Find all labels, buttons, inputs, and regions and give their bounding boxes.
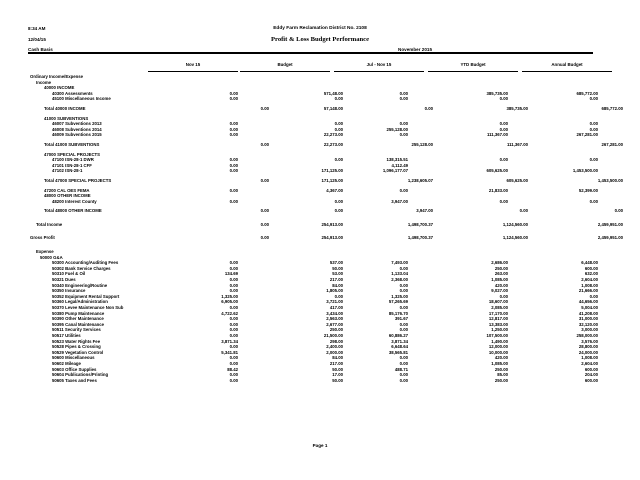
cell-2: 6,648.64 — [391, 344, 408, 350]
row-label: Total 48000 OTHER INCOME — [44, 208, 102, 214]
cell-2: 0.00 — [424, 105, 433, 111]
table-row — [28, 96, 598, 102]
cell-4: 44,656.00 — [578, 299, 598, 305]
cell-1: 217.00 — [329, 360, 343, 366]
cell-0: 0.00 — [229, 321, 238, 327]
cell-0: 88.42 — [227, 366, 238, 372]
cell-2: 2,368.00 — [391, 277, 408, 283]
cell-3: 605,625.00 — [486, 168, 508, 174]
cell-3: 1,490.00 — [491, 338, 508, 344]
cell-4: 1,453,500.00 — [572, 168, 598, 174]
cell-0: 0.00 — [229, 265, 238, 271]
report-meta — [28, 24, 53, 56]
cell-2: 255,128.00 — [386, 126, 408, 132]
cell-1: 217.00 — [329, 277, 343, 283]
cell-3: 13,383.00 — [488, 321, 508, 327]
cell-3: 12,000.00 — [488, 344, 508, 350]
cell-2: 0.00 — [399, 355, 408, 361]
cell-3: 250.00 — [494, 366, 508, 372]
cell-2: 57,265.69 — [388, 299, 408, 305]
section-expense: Expense — [36, 249, 54, 255]
cell-1: 0.00 — [334, 208, 343, 214]
cell-2: 4,112.49 — [391, 162, 408, 168]
cell-1: 0.00 — [334, 293, 343, 299]
cell-4: 1,008.00 — [581, 355, 598, 361]
cell-1: 0.00 — [334, 96, 343, 102]
row-label: 48200 Interest County — [52, 198, 97, 204]
row-label: Total 40000 INCOME — [44, 105, 86, 111]
page-number: Page 1 — [312, 443, 328, 448]
cell-1: 171,125.00 — [321, 168, 343, 174]
cell-0: 0.00 — [229, 187, 238, 193]
cell-3: 605,625.00 — [506, 177, 528, 183]
section-income: Income — [36, 79, 52, 85]
cell-0: 0.00 — [229, 360, 238, 366]
cell-3: 0.00 — [519, 208, 528, 214]
col-header-ytd-budget: YTD Budget — [428, 62, 518, 72]
cell-3: 111,367.00 — [486, 132, 508, 138]
cell-1: 254,913.00 — [321, 235, 343, 241]
cell-0: 134.69 — [224, 271, 238, 277]
cell-2: 85,176.70 — [388, 310, 408, 316]
cell-3: 0.00 — [499, 157, 508, 163]
row-label: 50321 Dues — [52, 277, 76, 283]
cell-4: 24,000.00 — [578, 349, 598, 355]
row-label: 47100 ISN-28-1 DWR — [52, 157, 94, 163]
report-period: November 2015 — [398, 47, 432, 52]
cell-2: 0.00 — [399, 321, 408, 327]
cell-0: 0.00 — [229, 277, 238, 283]
cell-4: 0.00 — [589, 121, 598, 127]
cell-1: 2,563.00 — [326, 316, 343, 322]
row-label: 47200 CAL OES FEMA — [44, 187, 90, 193]
cell-2: 1,325.00 — [391, 293, 408, 299]
cell-2: 3,871.34 — [391, 338, 408, 344]
cell-0: 0.00 — [229, 288, 238, 294]
cell-1: 537.00 — [329, 260, 343, 266]
cell-0: 0.00 — [260, 208, 269, 214]
total-row — [28, 208, 623, 214]
cell-2: 38,565.81 — [388, 349, 408, 355]
row-label: 50390 Other Maintenance — [52, 316, 104, 322]
total-row — [28, 235, 623, 241]
cell-2: 0.00 — [399, 372, 408, 378]
cell-2: 1,498,700.37 — [407, 235, 433, 241]
cell-3: 0.00 — [499, 293, 508, 299]
cell-2: 0.00 — [399, 377, 408, 383]
cell-2: 0.00 — [399, 132, 408, 138]
row-label: 48000 OTHER INCOME — [44, 193, 91, 199]
total-row — [28, 105, 623, 112]
cell-1: 0.00 — [334, 121, 343, 127]
cell-3: 1,085.00 — [491, 360, 508, 366]
total-row — [28, 221, 623, 228]
cell-4: 6,448.00 — [581, 260, 598, 266]
cell-2: 0.00 — [399, 265, 408, 271]
cell-4: 2,459,951.00 — [597, 235, 623, 241]
col-header-annual: Annual Budget — [522, 62, 612, 72]
cell-4: 28,800.00 — [578, 344, 598, 350]
cell-4: 2,604.00 — [581, 360, 598, 366]
row-label: 45100 Miscellaneous Income — [52, 96, 111, 102]
row-label: 50310 Fuel & Oil — [52, 271, 86, 277]
row-label: 47101 ISN-28-1 CFF — [52, 162, 92, 168]
cell-4: 21,666.00 — [578, 288, 598, 294]
cell-0: 0.00 — [229, 121, 238, 127]
row-label: 50602 Mileage — [52, 360, 81, 366]
cell-0: 0.00 — [260, 177, 269, 183]
cell-3: 0.00 — [499, 96, 508, 102]
row-label: 46007 Subventions 2013 — [52, 121, 102, 127]
cell-4: 0.00 — [614, 208, 623, 214]
cell-0: 0.00 — [229, 305, 238, 310]
cell-3: 1,250.00 — [491, 327, 508, 333]
row-label: Total 47000 SPECIAL PROJECTS — [44, 177, 112, 183]
cell-1: 0.00 — [334, 157, 343, 163]
cell-4: 600.00 — [584, 366, 598, 372]
cell-4: 258,000.00 — [576, 332, 598, 338]
cell-4: 2,604.00 — [581, 277, 598, 283]
cell-3: 111,367.00 — [506, 141, 528, 147]
cell-1: 84.00 — [332, 355, 343, 361]
row-label: 47000 SPECIAL PROJECTS — [44, 151, 101, 157]
cell-0: 0.00 — [229, 162, 238, 168]
row-label: Total Income — [36, 221, 63, 227]
cell-2: 255,128.00 — [411, 141, 433, 147]
row-label: 50511 Security Services — [52, 327, 101, 333]
cell-1: 0.00 — [334, 126, 343, 132]
cell-4: 0.00 — [589, 198, 598, 204]
cell-3: 250.00 — [494, 377, 508, 383]
cell-0: 0.00 — [229, 377, 238, 383]
cell-2: 3,947.00 — [416, 208, 433, 214]
cell-0: 0.00 — [229, 126, 238, 132]
cell-0: 0.00 — [229, 344, 238, 350]
cell-0: 0.00 — [260, 105, 269, 111]
cell-2: 488.71 — [394, 366, 408, 372]
cell-4: 3,000.00 — [581, 327, 598, 333]
row-label: Gross Profit — [30, 235, 55, 241]
cell-3: 9,027.00 — [491, 288, 508, 294]
cell-1: 3,434.00 — [326, 310, 343, 316]
cell-4: 267,281.00 — [576, 132, 598, 138]
row-label: 50352 Equipment Rental Support — [52, 293, 120, 299]
cell-2: 0.00 — [399, 305, 408, 310]
cell-4: 41,208.00 — [578, 310, 598, 316]
section-ordinary: Ordinary Income/Expense — [30, 74, 84, 79]
cell-3: 10,000.00 — [488, 349, 508, 355]
row-label: 50605 Taxes and Fees — [52, 377, 97, 383]
cell-0: 0.00 — [229, 198, 238, 204]
cell-2: 0.00 — [399, 90, 408, 96]
cell-1: 3,721.00 — [326, 299, 343, 305]
cell-0: 0.00 — [229, 260, 238, 266]
col-header-nov: Nov 15 — [148, 62, 238, 72]
total-row — [28, 141, 623, 148]
cell-3: 1,124,560.00 — [502, 235, 528, 241]
cell-3: 0.00 — [499, 126, 508, 132]
cell-3: 420.00 — [494, 282, 508, 288]
cell-1: 50.00 — [332, 366, 343, 372]
cell-1: 254,913.00 — [321, 221, 343, 227]
cell-0: 0.00 — [229, 355, 238, 361]
cell-3: 17,170.00 — [488, 310, 508, 316]
cell-1: 57,148.00 — [323, 105, 343, 111]
cell-3: 263.00 — [494, 271, 508, 277]
cell-4: 31,000.00 — [578, 316, 598, 322]
cell-1: 53.00 — [332, 271, 343, 277]
cell-0: 6,905.00 — [221, 299, 238, 305]
cell-3: 18,607.00 — [488, 299, 508, 305]
cell-3: 0.00 — [499, 198, 508, 204]
cell-2: 0.00 — [399, 288, 408, 294]
cell-0: 0.00 — [229, 372, 238, 378]
col-header-ytd: Jul - Nov 15 — [334, 62, 424, 72]
cell-1: 0.00 — [334, 198, 343, 204]
table-row — [28, 378, 598, 384]
row-label: 50350 Insurance — [52, 288, 86, 294]
cell-4: 32,120.00 — [578, 321, 598, 327]
row-label: 50300 Accounting/Auditing Fees — [52, 260, 119, 266]
cell-4: 600.00 — [584, 377, 598, 383]
row-label: 50603 Office Supplies — [52, 366, 97, 372]
cell-2: 391.67 — [394, 316, 408, 322]
cell-3: 250.00 — [494, 265, 508, 271]
cell-2: 0.00 — [399, 327, 408, 333]
cell-2: 1,238,605.07 — [407, 177, 433, 183]
cell-1: 298.00 — [329, 338, 343, 344]
cell-0: 4,722.62 — [221, 310, 238, 316]
row-label: 50360 Legal/Administration — [52, 299, 108, 305]
cell-4: 0.00 — [589, 157, 598, 163]
report-header — [200, 24, 440, 55]
cell-0: 0.00 — [260, 141, 269, 147]
cell-3: 0.00 — [499, 121, 508, 127]
cell-1: 417.00 — [329, 305, 343, 310]
cell-2: 0.00 — [399, 96, 408, 102]
row-label: 50395 Canal Maintenance — [52, 321, 105, 327]
cell-4: 0.00 — [589, 96, 598, 102]
cell-1: 4,367.00 — [326, 187, 343, 193]
cell-3: 2,085.00 — [491, 305, 508, 310]
cell-4: 52,399.00 — [578, 187, 598, 193]
cell-1: 571,48.00 — [323, 90, 343, 96]
cell-2: 0.00 — [399, 360, 408, 366]
row-label: 41000 SUBVENTIONS — [44, 115, 89, 121]
row-label: 50529 Vegetation Control — [52, 349, 104, 355]
cell-0: 0.00 — [229, 282, 238, 288]
cell-4: 600.00 — [584, 265, 598, 271]
cell-1: 171,125.00 — [321, 177, 343, 183]
cell-4: 5,004.00 — [581, 305, 598, 310]
cell-4: 267,281.00 — [601, 141, 623, 147]
cell-2: 1,498,700.37 — [407, 221, 433, 227]
row-label: 40300 Assessments — [52, 90, 93, 96]
row-label: 50528 Pipes & Crossing — [52, 344, 101, 350]
report-body — [28, 74, 623, 383]
cell-2: 1,096,177.07 — [382, 168, 408, 174]
cell-2: 3,947.00 — [391, 198, 408, 204]
cell-0: 0.00 — [229, 332, 238, 338]
cell-3: 385,735.00 — [486, 90, 508, 96]
cell-1: 2,400.00 — [326, 344, 343, 350]
company-name: Eddy Farm Reclamation District No. 2108 — [273, 26, 367, 31]
cell-0: 1,325.00 — [221, 293, 238, 299]
cell-1: 84.00 — [332, 282, 343, 288]
cell-0: 0.00 — [229, 90, 238, 96]
row-label: 40000 INCOME — [44, 85, 75, 91]
row-label: 50380 Pump Maintenance — [52, 310, 105, 316]
row-label: 46008 Subventions 2014 — [52, 126, 102, 132]
cell-2: 1,133.04 — [391, 271, 408, 277]
cell-4: 1,453,500.00 — [597, 177, 623, 183]
cell-2: 60,886.27 — [388, 332, 408, 338]
cell-0: 0.00 — [260, 235, 269, 241]
row-label: 50340 Engineering/Routine — [52, 282, 108, 288]
cell-4: 685,772.00 — [576, 90, 598, 96]
cell-1: 22,273.00 — [323, 132, 343, 138]
report-title: Profit & Loss Budget Performance — [270, 36, 370, 43]
cell-2: 0.00 — [399, 187, 408, 193]
report-date: 12/04/15 — [28, 36, 46, 42]
cell-0: 0.00 — [229, 327, 238, 333]
cell-0: 5,341.81 — [221, 349, 238, 355]
cell-1: 17.00 — [332, 372, 343, 378]
cell-0: 0.00 — [229, 168, 238, 174]
cell-3: 1,085.00 — [491, 277, 508, 283]
cell-0: 3,871.34 — [221, 338, 238, 344]
cell-4: 204.00 — [584, 372, 598, 378]
report-basis: Cash Basis — [28, 47, 53, 52]
cell-4: 2,459,951.00 — [597, 221, 623, 227]
row-label: 50523 Water Rights Fee — [52, 338, 101, 344]
table-row — [28, 199, 598, 205]
cell-2: 7,493.00 — [391, 260, 408, 266]
row-label: 50302 Bank Service Charges — [52, 265, 111, 271]
cell-0: 0.00 — [260, 221, 269, 227]
cell-3: 21,833.00 — [488, 187, 508, 193]
cell-1: 21,500.00 — [323, 332, 343, 338]
row-label: 50600 Miscellaneous — [52, 355, 95, 361]
row-label: 50517 Utilities — [52, 332, 81, 338]
table-row — [28, 132, 598, 138]
cell-4: 1,008.00 — [581, 282, 598, 288]
row-label: 50370 Levee Maintenance Non Sub — [52, 305, 124, 310]
total-row — [28, 177, 623, 184]
cell-1: 22,273.00 — [323, 141, 343, 147]
report-time: 8:34 AM — [28, 26, 46, 31]
cell-3: 107,500.00 — [486, 332, 508, 338]
cell-3: 2,686.00 — [491, 260, 508, 266]
header-rule — [28, 52, 593, 54]
cell-4: 632.00 — [584, 271, 598, 277]
cell-1: 50.00 — [332, 377, 343, 383]
cell-3: 1,124,560.00 — [502, 221, 528, 227]
row-label: Total 41000 SUBVENTIONS — [44, 141, 100, 147]
col-header-budget: Budget — [240, 62, 330, 72]
cell-2: 0.00 — [399, 282, 408, 288]
cell-0: 0.00 — [229, 132, 238, 138]
row-label: 46009 Subventions 2015 — [52, 132, 102, 138]
cell-3: 12,817.00 — [488, 316, 508, 322]
cell-2: 0.00 — [399, 121, 408, 127]
cell-4: 0.00 — [589, 126, 598, 132]
cell-2: 138,315.51 — [386, 157, 408, 163]
cell-1: 2,000.00 — [326, 349, 343, 355]
cell-0: 0.00 — [229, 157, 238, 163]
table-row — [28, 168, 598, 174]
row-label: 47102 ISN-28-1 — [52, 168, 83, 174]
cell-0: 0.00 — [229, 316, 238, 322]
cell-1: 1,805.00 — [326, 288, 343, 294]
cell-3: 420.00 — [494, 355, 508, 361]
cell-1: 50.00 — [332, 265, 343, 271]
cell-3: 85.00 — [497, 372, 508, 378]
cell-4: 3,576.00 — [581, 338, 598, 344]
row-label: 50604 Publications/Printing — [52, 372, 109, 378]
cell-4: 0.00 — [589, 293, 598, 299]
cell-1: 250.00 — [329, 327, 343, 333]
expense-group: 50000 G&A — [40, 254, 63, 260]
cell-0: 0.00 — [229, 96, 238, 102]
cell-3: 385,735.00 — [506, 105, 528, 111]
cell-1: 2,677.00 — [326, 321, 343, 327]
cell-4: 685,772.00 — [601, 105, 623, 111]
